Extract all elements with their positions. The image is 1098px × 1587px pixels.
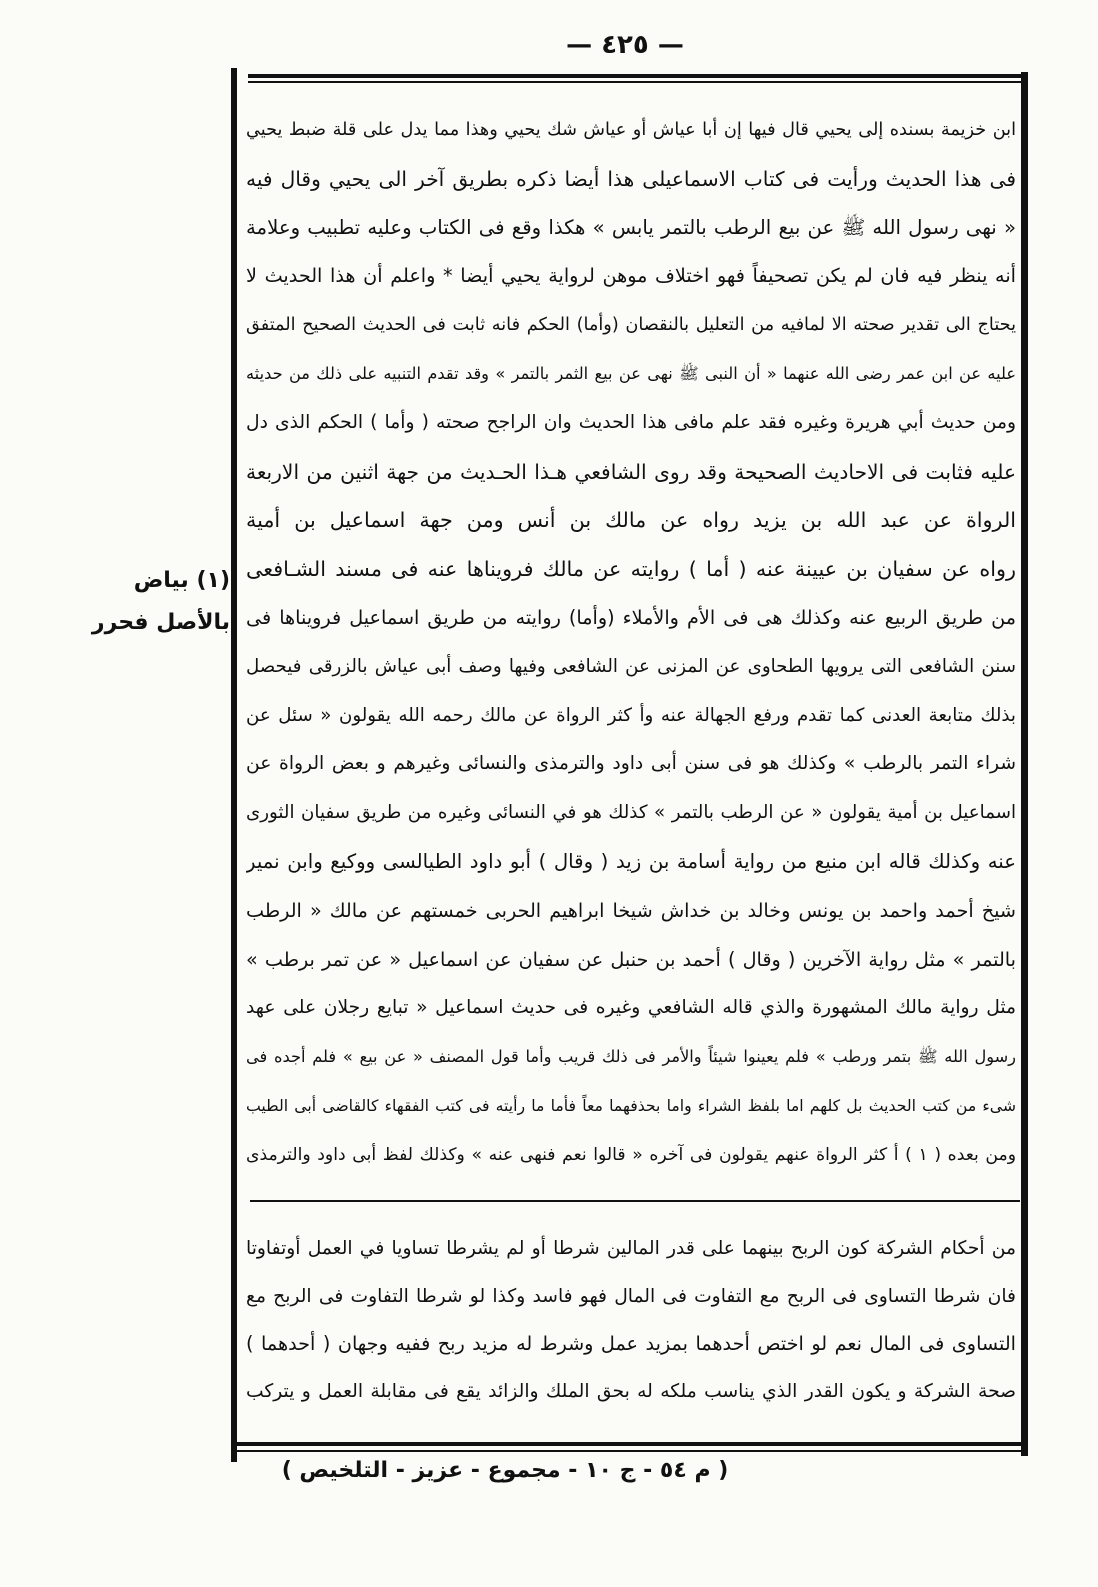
body-line: من طريق الربيع عنه وكذلك هى فى الأم والأملاء (وأما) روايته من طريق اسماعيل فرويناها فى <box>246 605 1016 629</box>
footnote-separator <box>250 1200 1020 1202</box>
footnote-line: من أحكام الشركة كون الربح بينهما على قدر المالين شرطا أو لم يشرطا تساويا في العمل أوتفاوتا <box>246 1238 1016 1259</box>
body-line: شيخ أحمد واحمد بن يونس وخالد بن خداش شيخا ابراهيم الحربى خمستهم عن مالك « الرطب <box>246 898 1016 922</box>
footnote-text <box>246 1225 1016 1415</box>
body-line: يحتاج الى تقدير صحته الا لمافيه من التعليل بالنقصان (وأما) الحكم فانه ثابت فى الحديث الصحيح المتفق <box>246 315 1016 336</box>
body-line: رسول الله ﷺ بتمر ورطب » فلم يعينوا شيئاً والأمر فى ذلك قريب وأما قول المصنف « عن بيع » فلم أجده فى <box>246 1047 1016 1067</box>
margin-note-line: (١) بياض <box>133 568 230 593</box>
bottom-rule-thick <box>232 1442 1028 1446</box>
body-line: ومن حديث أبي هريرة وغيره فقد علم مافى هذا الحديث وان الراجح صحته ( وأما ) الحكم الذى دل <box>246 411 1016 433</box>
body-line: عنه وكذلك قاله ابن منيع من رواية أسامة بن زيد ( وقال ) أبو داود الطيالسى ووكيع وابن نمير <box>246 849 1016 873</box>
margin-note <box>78 560 230 644</box>
top-rule-thick <box>248 74 1021 78</box>
body-line: ابن خزيمة بسنده إلى يحيي قال فيها إن أبا عياش أو عياش شك يحيي وهذا مما يدل على قلة ضبط يحيي <box>246 120 1016 140</box>
body-line: الرواة عن عبد الله بن يزيد رواه عن مالك بن أنس ومن جهة اسماعيل بن أمية <box>246 508 1016 533</box>
body-line: أنه ينظر فيه فان لم يكن تصحيفاً فهو اختلاف موهن لرواية يحيي أيضا * واعلم أن هذا الحديث لا <box>246 264 1016 288</box>
bottom-rule-thin <box>232 1450 1028 1452</box>
footnote-line: فان شرطا التساوى فى الربح مع التفاوت فى المال فهو فاسد وكذا لو شرطا التفاوت فى الربح مع <box>246 1285 1016 1307</box>
body-line: عليه فثابت فى الاحاديث الصحيحة وقد روى الشافعي هـذا الحـديث من جهة اثنين من الاربعة <box>246 459 1016 484</box>
right-border-rule <box>1021 72 1028 1456</box>
body-line: عليه عن ابن عمر رضى الله عنهما « أن النبى ﷺ نهى عن بيع الثمر بالتمر » وقد تقدم التنبيه على ذلك من حديثه <box>246 363 1016 383</box>
footnote-line: صحة الشركة و يكون القدر الذي يناسب ملكه له بحق الملك والزائد يقع فى مقابلة العمل و يتركب <box>246 1380 1016 1402</box>
page-footer: ( م ٥٤ - ج ١٠ - مجموع - عزيز - التلخيص ) <box>281 1458 729 1483</box>
body-line: سنن الشافعى التى يرويها الطحاوى عن المزنى عن الشافعى وفيها وصف أبى عياش بالزرقى فيحصل <box>246 655 1016 677</box>
page-number: — ٤٢٥ — <box>566 30 684 60</box>
body-line: شىء من كتب الحديث بل كلهم اما بلفظ الشراء واما بحذفهما معاً فأما ما رأيته فى كتب الفقهاء كالقاضى أبى الطيب <box>246 1095 1016 1115</box>
margin-note-line: بالأصل فحرر <box>91 610 230 635</box>
body-line: بذلك متابعة العدنى كما تقدم ورفع الجهالة عنه وأ كثر الرواة عن مالك رحمه الله يقولون « سئل عن <box>246 704 1016 726</box>
main-text <box>246 106 1016 1180</box>
body-line: ومن بعده ( ١ ) أ كثر الرواة عنهم يقولون فى آخره « قالوا نعم فنهى عنه » وكذلك لفظ أبى داود والترمذى <box>246 1144 1016 1165</box>
body-line: بالتمر » مثل رواية الآخرين ( وقال ) أحمد بن حنبل عن سفيان عن اسماعيل « عن تمر برطب » <box>246 947 1016 971</box>
body-line: اسماعيل بن أمية يقولون « عن الرطب بالتمر » كذلك هو في النسائى وغيره من طريق سفيان الثورى <box>246 802 1016 824</box>
body-line: رواه عن سفيان بن عيينة عنه ( أما ) روايته عن مالك فرويناها عنه فى مسند الشـافعى <box>246 557 1016 582</box>
top-rule-thin <box>248 81 1021 83</box>
body-line: « نهى رسول الله ﷺ عن بيع الرطب بالتمر يابس » هكذا وقع فى الكتاب وعليه تطبيب وعلامة <box>246 215 1016 239</box>
footnote-line: التساوى فى المال نعم لو اختص أحدهما بمزيد عمل وشرط له مزيد ربح ففيه وجهان ( أحدهما ) <box>246 1332 1016 1355</box>
body-line: مثل رواية مالك المشهورة والذي قاله الشافعي وغيره فى حديث اسماعيل « تبايع رجلان على عهد <box>246 997 1016 1019</box>
left-border-rule <box>231 68 237 1462</box>
body-line: شراء التمر بالرطب » وكذلك هو فى سنن أبى داود والترمذى والنسائى وغيرهم و بعض الرواة عن <box>246 753 1016 775</box>
body-line: فى هذا الحديث ورأيت فى كتاب الاسماعيلى هذا أيضا ذكره بطريق آخر الى يحيي وقال فيه <box>246 166 1016 191</box>
